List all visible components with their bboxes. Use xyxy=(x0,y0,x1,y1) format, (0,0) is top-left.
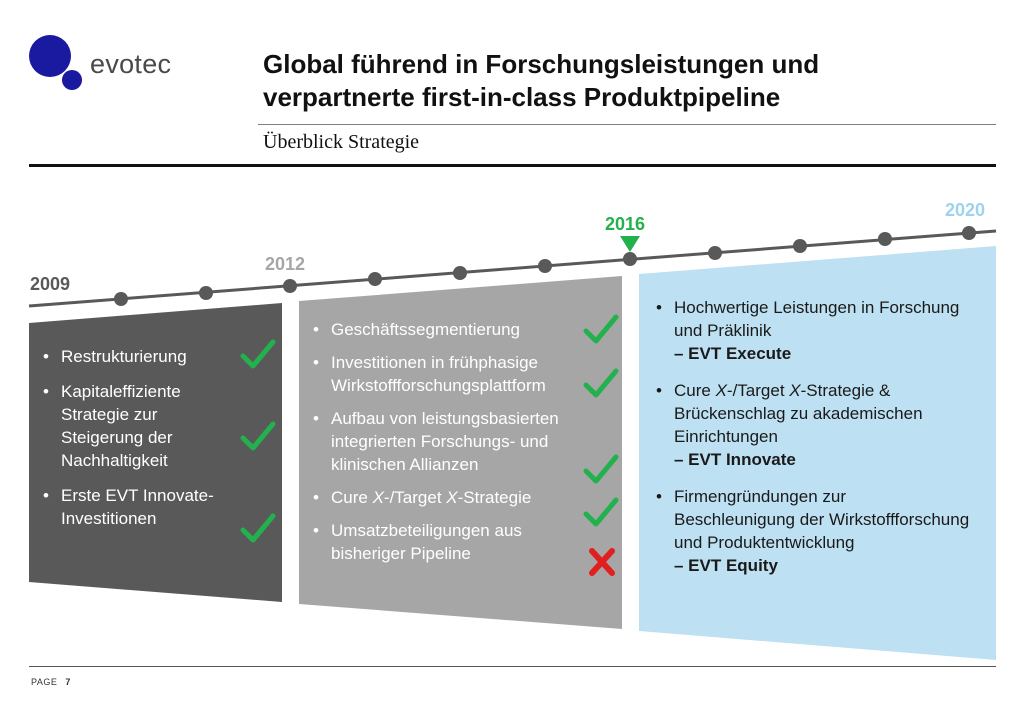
list-item xyxy=(650,485,970,577)
panel-2012-list xyxy=(307,318,592,565)
title-line-2: verpartnerte first-in-class Produktpipeline xyxy=(263,82,781,112)
page-footer xyxy=(31,677,71,687)
item-text: Cure xyxy=(674,381,716,400)
item-text: -Strategie & Brückenschlag zu akademischen Einrichtungen xyxy=(674,381,923,446)
item-tag: – EVT Innovate xyxy=(674,450,796,469)
item-text-italic: X xyxy=(446,488,458,507)
timeline-dot xyxy=(283,279,297,293)
check-icon xyxy=(240,338,276,372)
timeline-dot xyxy=(878,232,892,246)
title-line-1: Global führend in Forschungsleistungen und xyxy=(263,49,820,79)
panel-2016 xyxy=(650,296,970,591)
timeline-dot xyxy=(114,292,128,306)
timeline-dot xyxy=(623,252,637,266)
cross-icon xyxy=(585,545,621,579)
year-label-2016: 2016 xyxy=(605,214,646,234)
panel-2009-list xyxy=(37,345,237,530)
marker-2016-arrow-icon xyxy=(620,236,640,252)
item-tag: – EVT Equity xyxy=(674,556,778,575)
check-icon xyxy=(240,420,276,454)
check-icon xyxy=(240,512,276,546)
panel-2012 xyxy=(307,318,592,575)
list-item: • Aufbau von leistungsbasierten integrierten Forschungs- und klinischen Allianzen xyxy=(307,407,592,476)
timeline-dot xyxy=(962,226,976,240)
item-text-italic: X xyxy=(715,381,727,400)
item-text: -Strategie xyxy=(457,488,532,507)
list-item xyxy=(650,379,970,471)
item-text-italic: X xyxy=(789,381,801,400)
page-number: 7 xyxy=(65,677,71,687)
list-item: • Restrukturierung xyxy=(37,345,237,368)
year-label-2012: 2012 xyxy=(265,254,306,274)
list-item xyxy=(650,296,970,365)
brand-name: evotec xyxy=(90,49,172,79)
list-item: • Geschäftssegmentierung xyxy=(307,318,592,341)
page-label: PAGE xyxy=(31,677,58,687)
timeline-dot xyxy=(199,286,213,300)
footer-divider xyxy=(29,666,996,667)
timeline-dot xyxy=(708,246,722,260)
check-icon xyxy=(583,496,619,530)
list-item: • Umsatzbeteiligungen aus bisheriger Pipeline xyxy=(307,519,592,565)
check-icon xyxy=(583,313,619,347)
list-item: • Investitionen in frühphasige Wirkstoffforschungsplattform xyxy=(307,351,592,397)
item-text: -/Target xyxy=(726,381,790,400)
item-text-italic: X xyxy=(372,488,384,507)
check-icon xyxy=(583,453,619,487)
year-label-2020: 2020 xyxy=(945,200,986,220)
list-item: • Erste EVT Innovate-Investitionen xyxy=(37,484,237,530)
list-item xyxy=(307,486,592,509)
list-item: • Kapitaleffiziente Strategie zur Steigerung der Nachhaltigkeit xyxy=(37,380,237,472)
panel-2016-list xyxy=(650,296,970,577)
timeline-dot xyxy=(793,239,807,253)
item-text: Cure xyxy=(331,488,373,507)
timeline-dot xyxy=(453,266,467,280)
item-text: Firmengründungen zur Beschleunigung der Wirkstoffforschung und Produktentwicklung xyxy=(674,487,970,552)
item-tag: – EVT Execute xyxy=(674,344,792,363)
timeline-dot xyxy=(538,259,552,273)
item-text: Hochwertige Leistungen in Forschung und Präklinik xyxy=(674,298,960,340)
timeline-dot xyxy=(368,272,382,286)
item-text: -/Target xyxy=(383,488,447,507)
year-label-2009: 2009 xyxy=(30,274,71,294)
check-icon xyxy=(583,367,619,401)
panel-2009 xyxy=(37,345,237,542)
page-subtitle: Überblick Strategie xyxy=(263,131,420,153)
